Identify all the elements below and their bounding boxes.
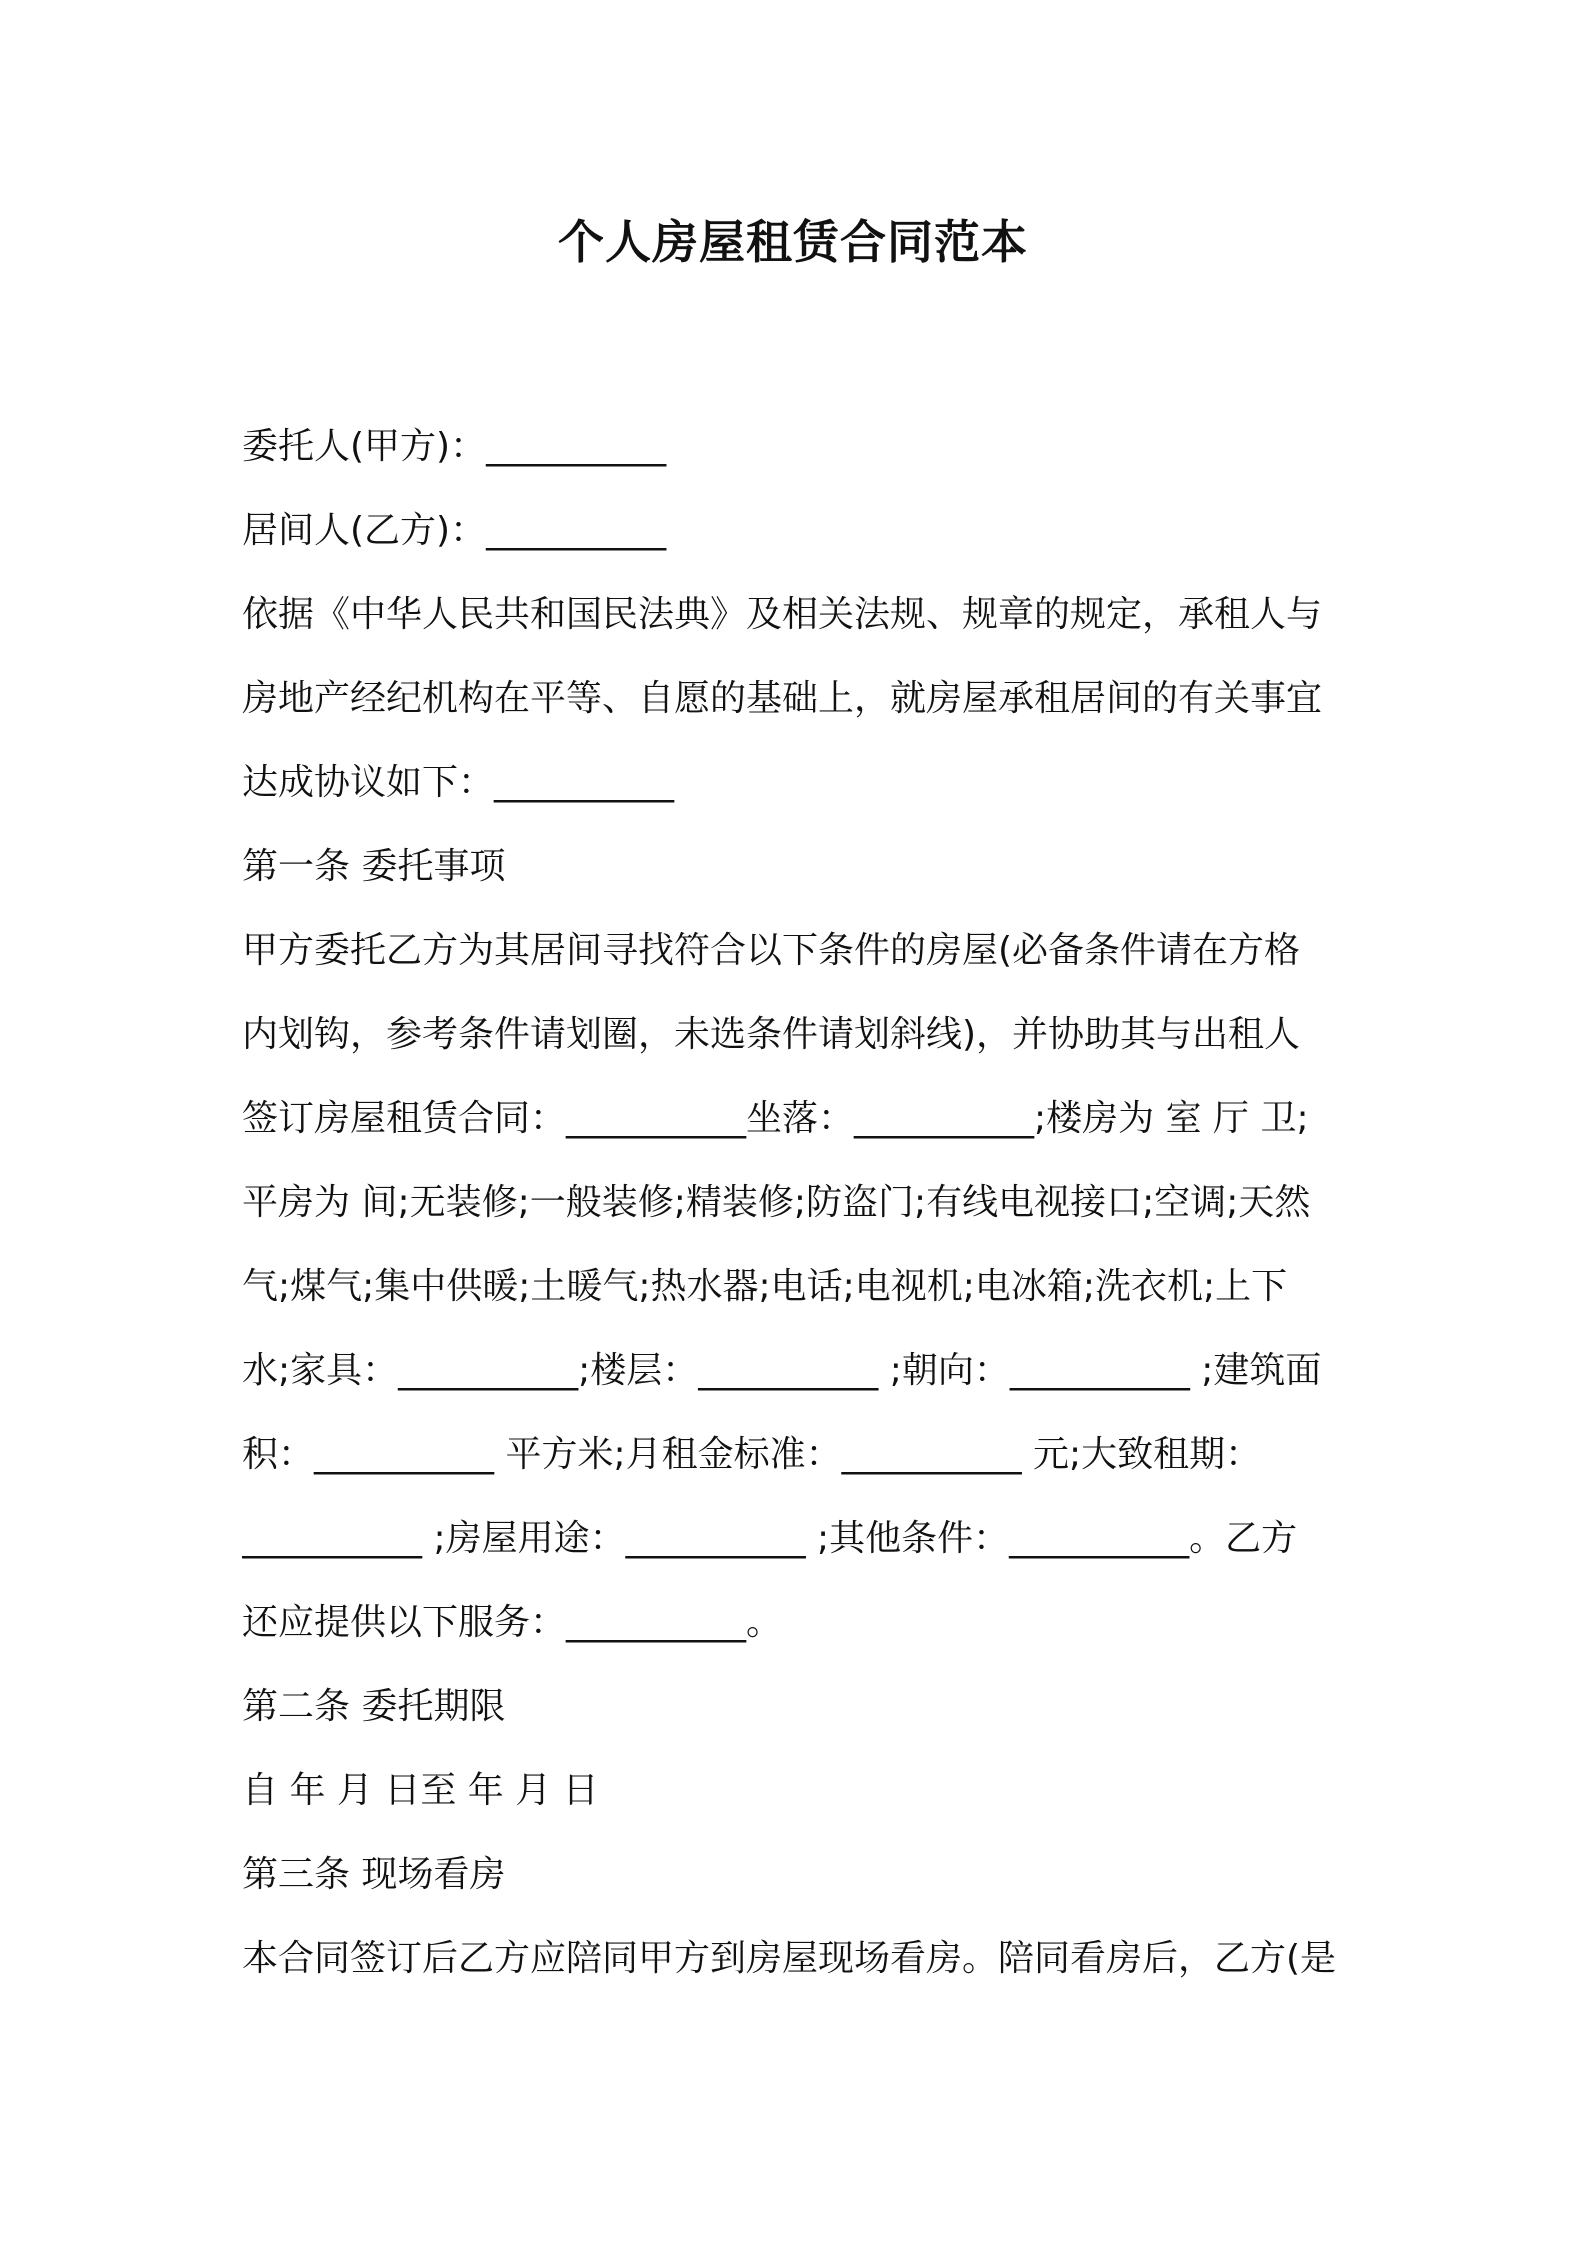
article-1-line-9: 还应提供以下服务：__________。 [242, 1602, 783, 1643]
article-3-heading: 第三条 现场看房 [242, 1854, 506, 1895]
article-1-line-8: __________ ;房屋用途：__________ ;其他条件：__________。乙方 [242, 1518, 1298, 1559]
article-1-line-2: 内划钩，参考条件请划圈，未选条件请划斜线)，并协助其与出租人 [242, 1014, 1301, 1055]
article-1-line-4: 平房为 间;无装修;一般装修;精装修;防盗门;有线电视接口;空调;天然 [242, 1182, 1311, 1223]
article-2-heading: 第二条 委托期限 [242, 1686, 506, 1727]
preamble-line-3: 达成协议如下：__________ [242, 762, 675, 803]
article-2-line-1: 自 年 月 日至 年 月 日 [242, 1770, 599, 1811]
article-1-line-5: 气;煤气;集中供暖;土暖气;热水器;电话;电视机;电冰箱;洗衣机;上下 [242, 1266, 1288, 1307]
party-a-line: 委托人(甲方)：__________ [242, 426, 667, 467]
article-1-heading: 第一条 委托事项 [242, 846, 506, 887]
document-title: 个人房屋租赁合同范本 [558, 215, 1028, 269]
article-1-line-7: 积：__________ 平方米;月租金标准：__________ 元;大致租期： [242, 1434, 1262, 1475]
preamble-line-2: 房地产经纪机构在平等、自愿的基础上，就房屋承租居间的有关事宜 [242, 678, 1323, 719]
article-1-line-1: 甲方委托乙方为其居间寻找符合以下条件的房屋(必备条件请在方格 [242, 930, 1301, 971]
article-3-line-1: 本合同签订后乙方应陪同甲方到房屋现场看房。陪同看房后，乙方(是 [242, 1938, 1337, 1979]
preamble-line-1: 依据《中华人民共和国民法典》及相关法规、规章的规定，承租人与 [242, 594, 1323, 635]
article-1-line-3: 签订房屋租赁合同：__________坐落：__________;楼房为 室 厅 卫; [242, 1098, 1309, 1139]
article-1-line-6: 水;家具：__________;楼层：__________ ;朝向：__________ ;建筑面 [242, 1350, 1322, 1391]
document-body [242, 405, 1362, 2001]
party-b-line: 居间人(乙方)：__________ [242, 510, 667, 551]
